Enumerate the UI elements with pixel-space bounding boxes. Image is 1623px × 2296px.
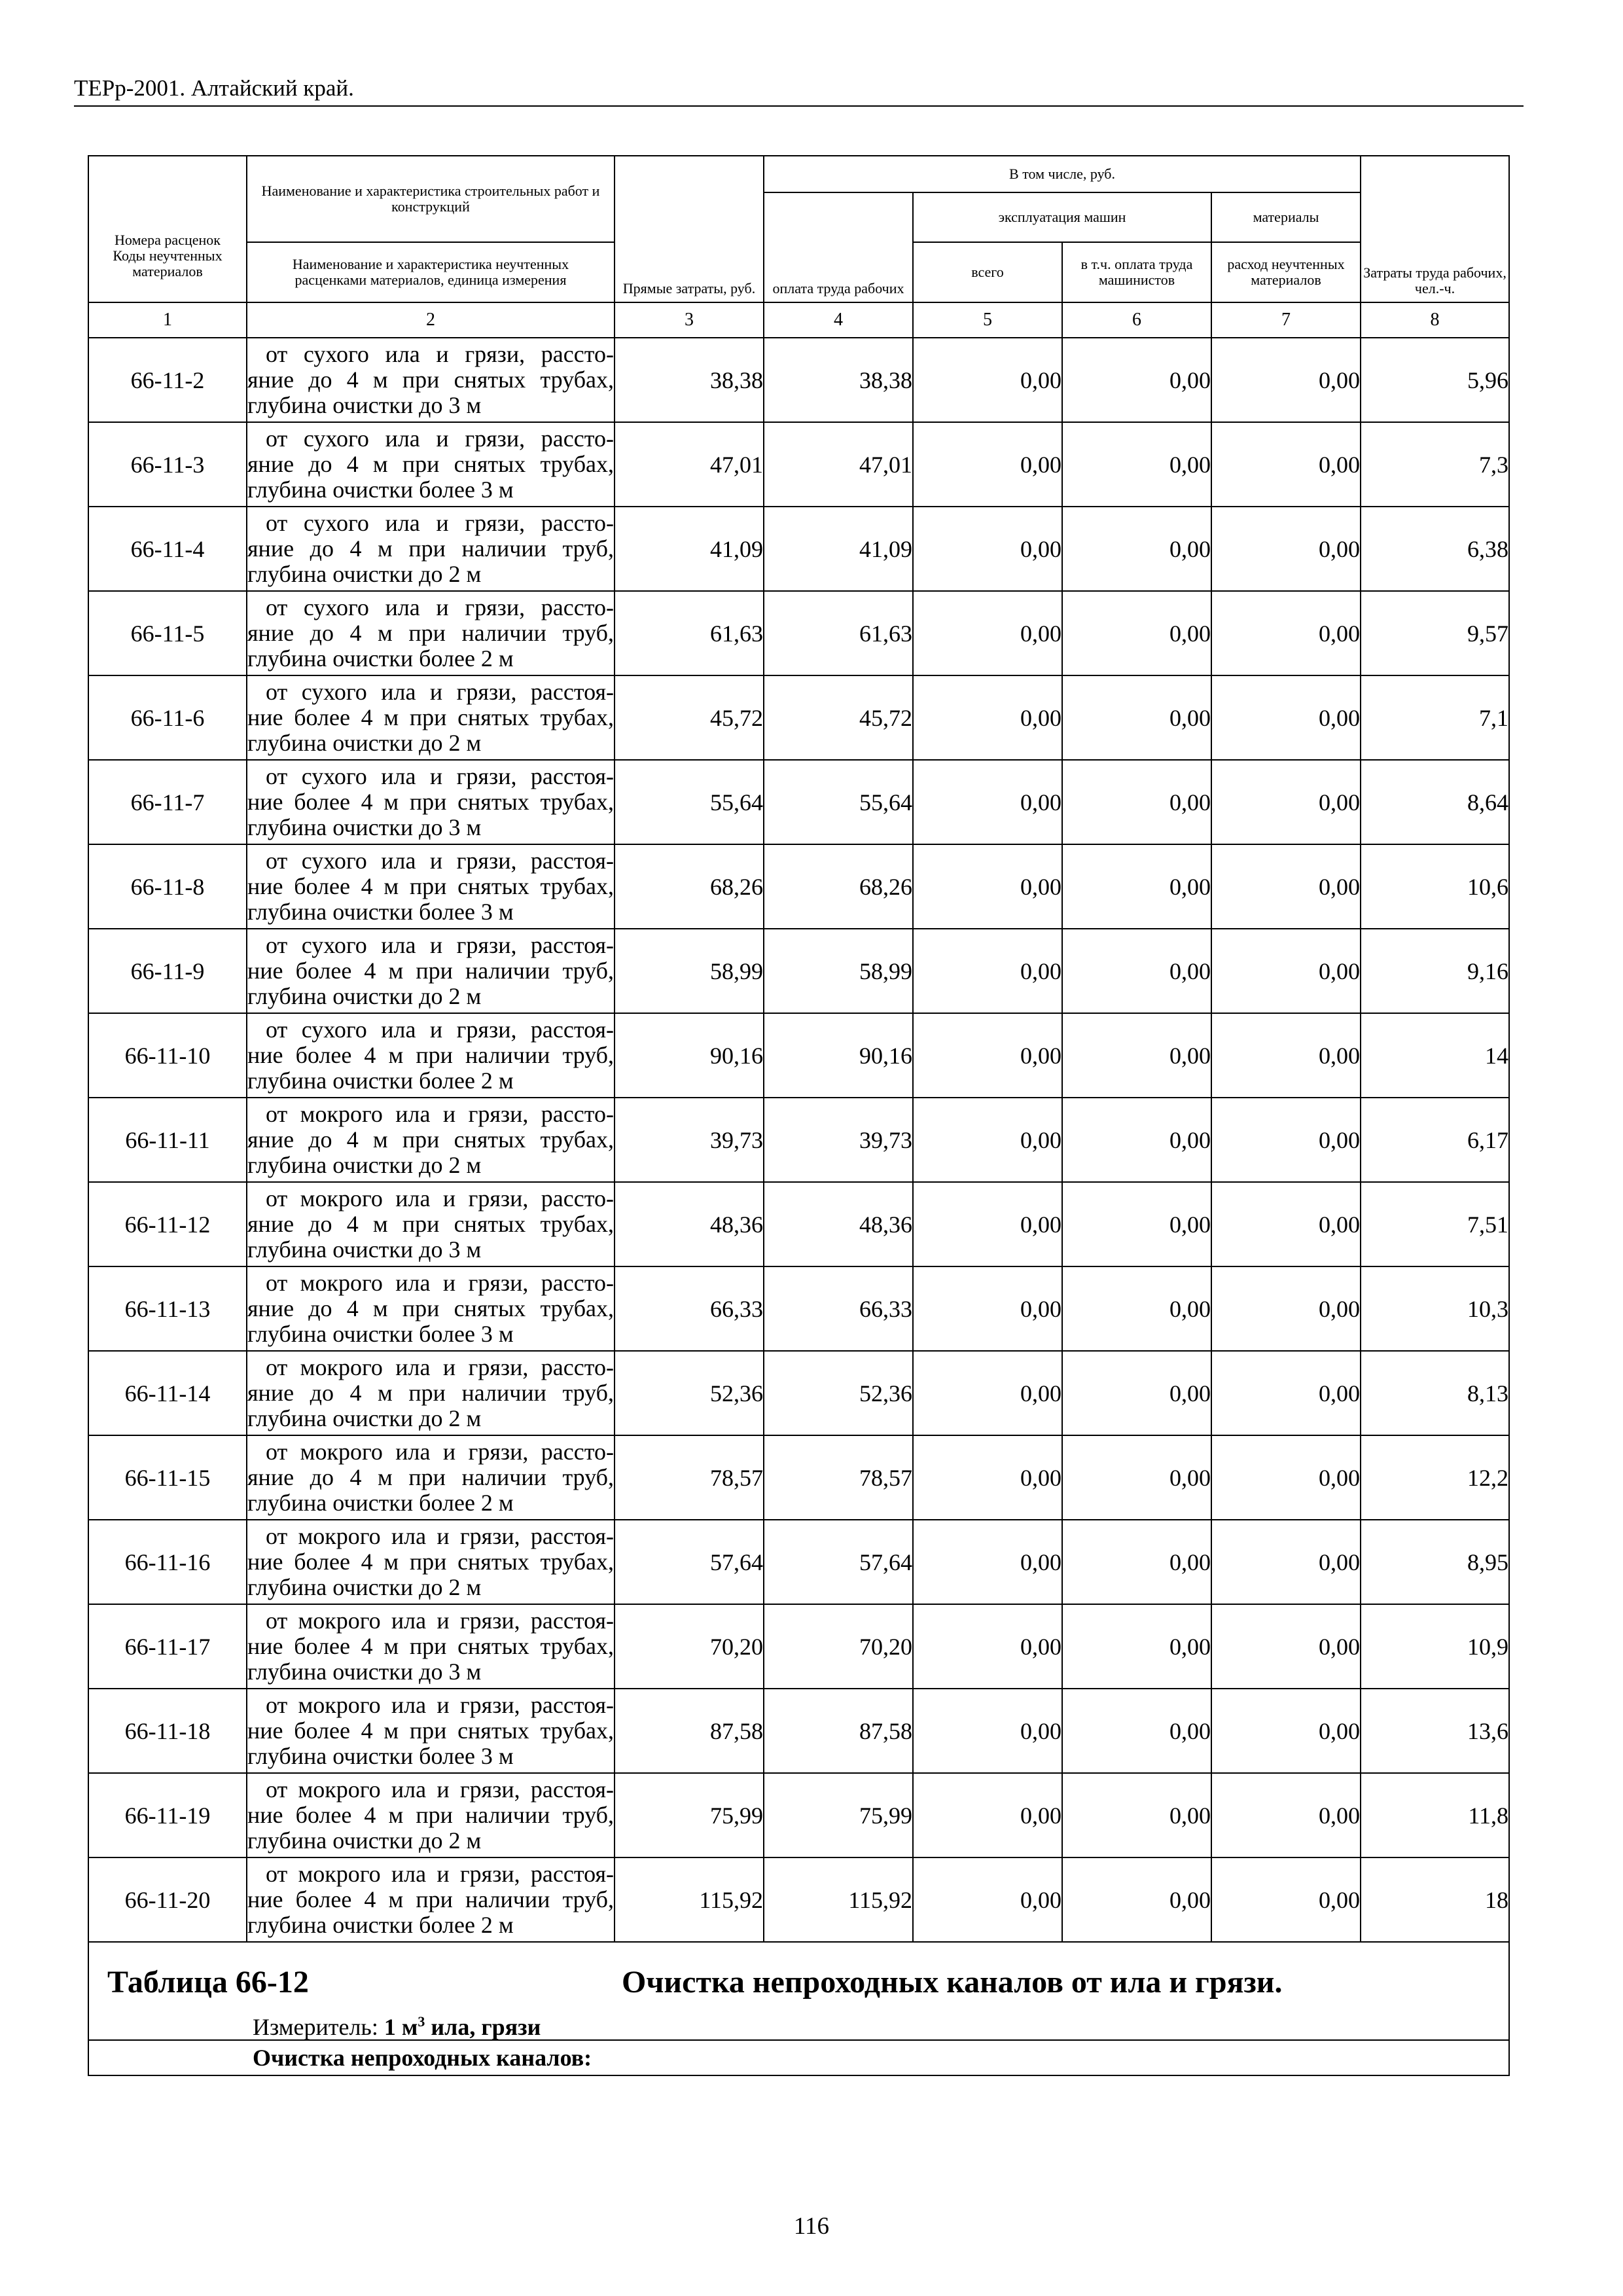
labor-pay: 48,36 (764, 1182, 913, 1266)
rate-code: 66-11-9 (88, 929, 247, 1013)
column-number: 8 (1361, 302, 1509, 338)
description-line: яние до 4 м при снятых трубах, (247, 1211, 614, 1237)
header-material-name: Наименование и характеристика неучтенных расценками материалов, единица измерения (247, 242, 615, 302)
direct-costs: 78,57 (615, 1435, 764, 1520)
labor-hours: 8,64 (1361, 760, 1509, 844)
table-row (88, 1351, 1509, 1435)
labor-hours: 5,96 (1361, 338, 1509, 422)
table-row (88, 591, 1509, 675)
header-labor-costs (1361, 156, 1509, 302)
machinists-pay: 0,00 (1062, 844, 1211, 929)
description-line: яние до 4 м при снятых трубах, (247, 367, 614, 393)
description-line: ние более 4 м при наличии труб, (247, 1802, 614, 1828)
rate-description (247, 760, 615, 844)
header-rate-numbers (88, 156, 247, 302)
description-line: ние более 4 м при наличии труб, (247, 1042, 614, 1068)
description-line: от сухого ила и грязи, рассто- (266, 425, 614, 452)
unaccounted-materials: 0,00 (1211, 1098, 1361, 1182)
labor-pay: 45,72 (764, 675, 913, 760)
rate-code: 66-11-4 (88, 507, 247, 591)
table-66-12-subtitle: Очистка непроходных каналов: (88, 2040, 1509, 2075)
column-number: 6 (1062, 302, 1211, 338)
rate-code: 66-11-8 (88, 844, 247, 929)
description-line: от мокрого ила и грязи, рассто- (266, 1101, 614, 1127)
direct-costs: 90,16 (615, 1013, 764, 1098)
column-number: 5 (913, 302, 1062, 338)
unaccounted-materials: 0,00 (1211, 591, 1361, 675)
measure-unit-base: 1 м (383, 2014, 418, 2040)
machinists-pay: 0,00 (1062, 675, 1211, 760)
description-line: от мокрого ила и грязи, рассто- (266, 1354, 614, 1380)
description-line: ние более 4 м при снятых трубах, (247, 1549, 614, 1575)
description-line: от мокрого ила и грязи, рассто- (266, 1185, 614, 1211)
description-line: глубина очистки более 3 м (247, 1321, 514, 1347)
header-labor-pay-label: оплата труда рабочих (772, 280, 904, 296)
description-line: яние до 4 м при снятых трубах, (247, 1126, 614, 1153)
table-row (88, 1520, 1509, 1604)
labor-pay: 90,16 (764, 1013, 913, 1098)
rate-description (247, 1182, 615, 1266)
table-row (88, 1857, 1509, 1942)
machinists-pay: 0,00 (1062, 591, 1211, 675)
labor-pay: 78,57 (764, 1435, 913, 1520)
column-number: 1 (88, 302, 247, 338)
labor-hours: 8,13 (1361, 1351, 1509, 1435)
direct-costs: 58,99 (615, 929, 764, 1013)
labor-pay: 39,73 (764, 1098, 913, 1182)
machinists-pay: 0,00 (1062, 1689, 1211, 1773)
machine-operation: 0,00 (913, 1857, 1062, 1942)
unaccounted-materials: 0,00 (1211, 1857, 1361, 1942)
direct-costs: 48,36 (615, 1182, 764, 1266)
description-line: от мокрого ила и грязи, расстоя- (266, 1776, 614, 1803)
labor-hours: 6,17 (1361, 1098, 1509, 1182)
description-line: ние более 4 м при снятых трубах, (247, 789, 614, 815)
direct-costs: 39,73 (615, 1098, 764, 1182)
rate-code: 66-11-11 (88, 1098, 247, 1182)
table-row (88, 1266, 1509, 1351)
description-line: от сухого ила и грязи, расстоя- (266, 1016, 614, 1043)
column-number: 7 (1211, 302, 1361, 338)
labor-pay: 115,92 (764, 1857, 913, 1942)
measure-unit-power: 3 (418, 2013, 425, 2030)
rate-description (247, 1435, 615, 1520)
rate-code: 66-11-3 (88, 422, 247, 507)
measure-line (253, 2009, 541, 2040)
header-total: всего (913, 242, 1062, 302)
description-line: ние более 4 м при снятых трубах, (247, 873, 614, 899)
description-line: от сухого ила и грязи, расстоя- (266, 679, 614, 705)
labor-pay: 66,33 (764, 1266, 913, 1351)
description-line: от мокрого ила и грязи, рассто- (266, 1439, 614, 1465)
rate-code: 66-11-6 (88, 675, 247, 760)
table-row (88, 1604, 1509, 1689)
direct-costs: 70,20 (615, 1604, 764, 1689)
description-line: от мокрого ила и грязи, расстоя- (266, 1607, 614, 1634)
labor-hours: 8,95 (1361, 1520, 1509, 1604)
header-including: В том числе, руб. (764, 156, 1361, 192)
machinists-pay: 0,00 (1062, 1773, 1211, 1857)
header-material-codes-label: Коды неучтенных материалов (113, 247, 223, 279)
description-line: яние до 4 м при наличии труб, (247, 1464, 614, 1490)
description-line: от мокрого ила и грязи, рассто- (266, 1270, 614, 1296)
labor-hours: 13,6 (1361, 1689, 1509, 1773)
description-line: от сухого ила и грязи, расстоя- (266, 932, 614, 958)
header-direct-costs (615, 156, 764, 302)
measure-unit-suffix: ила, грязи (431, 2014, 541, 2040)
description-line: глубина очистки до 2 м (247, 1827, 482, 1854)
header-machine-op: эксплуатация машин (913, 192, 1211, 242)
description-line: глубина очистки до 2 м (247, 561, 482, 587)
machine-operation: 0,00 (913, 1351, 1062, 1435)
rate-description (247, 675, 615, 760)
labor-hours: 14 (1361, 1013, 1509, 1098)
labor-hours: 18 (1361, 1857, 1509, 1942)
table-row (88, 929, 1509, 1013)
description-line: ние более 4 м при наличии труб, (247, 958, 614, 984)
rate-description (247, 1857, 615, 1942)
direct-costs: 57,64 (615, 1520, 764, 1604)
labor-hours: 10,6 (1361, 844, 1509, 929)
machine-operation: 0,00 (913, 844, 1062, 929)
labor-pay: 68,26 (764, 844, 913, 929)
machinists-pay: 0,00 (1062, 507, 1211, 591)
table-row (88, 422, 1509, 507)
machinists-pay: 0,00 (1062, 1266, 1211, 1351)
description-line: яние до 4 м при снятых трубах, (247, 1295, 614, 1321)
table-row (88, 507, 1509, 591)
description-line: глубина очистки более 2 м (247, 645, 514, 672)
rate-code: 66-11-14 (88, 1351, 247, 1435)
labor-pay: 47,01 (764, 422, 913, 507)
table-row (88, 675, 1509, 760)
unaccounted-materials: 0,00 (1211, 1351, 1361, 1435)
header-rule (74, 105, 1524, 107)
direct-costs: 75,99 (615, 1773, 764, 1857)
rate-description (247, 844, 615, 929)
rate-code: 66-11-7 (88, 760, 247, 844)
machinists-pay: 0,00 (1062, 1435, 1211, 1520)
table-row (88, 1689, 1509, 1773)
column-number: 4 (764, 302, 913, 338)
labor-hours: 6,38 (1361, 507, 1509, 591)
rate-code: 66-11-19 (88, 1773, 247, 1857)
machinists-pay: 0,00 (1062, 338, 1211, 422)
direct-costs: 87,58 (615, 1689, 764, 1773)
column-numbers-row (88, 302, 1509, 338)
unaccounted-materials: 0,00 (1211, 1604, 1361, 1689)
unaccounted-materials: 0,00 (1211, 929, 1361, 1013)
rate-description (247, 1773, 615, 1857)
measure-prefix: Измеритель: (253, 2014, 378, 2040)
machinists-pay: 0,00 (1062, 1604, 1211, 1689)
table-row (88, 1098, 1509, 1182)
description-line: от мокрого ила и грязи, расстоя- (266, 1861, 614, 1887)
table-row (88, 1435, 1509, 1520)
unaccounted-materials: 0,00 (1211, 422, 1361, 507)
header-labor-costs-label: Затраты труда рабочих, чел.-ч. (1363, 264, 1507, 296)
machine-operation: 0,00 (913, 675, 1062, 760)
direct-costs: 45,72 (615, 675, 764, 760)
table-66-12-heading (88, 1942, 1509, 2040)
machine-operation: 0,00 (913, 1013, 1062, 1098)
labor-hours: 7,1 (1361, 675, 1509, 760)
direct-costs: 115,92 (615, 1857, 764, 1942)
machine-operation: 0,00 (913, 591, 1062, 675)
machine-operation: 0,00 (913, 1435, 1062, 1520)
rate-description (247, 1520, 615, 1604)
rate-code: 66-11-2 (88, 338, 247, 422)
labor-pay: 41,09 (764, 507, 913, 591)
rate-code: 66-11-15 (88, 1435, 247, 1520)
unaccounted-materials: 0,00 (1211, 507, 1361, 591)
rate-code: 66-11-10 (88, 1013, 247, 1098)
machine-operation: 0,00 (913, 1689, 1062, 1773)
rate-description (247, 422, 615, 507)
description-line: ние более 4 м при снятых трубах, (247, 1633, 614, 1659)
description-line: от сухого ила и грязи, расстоя- (266, 763, 614, 789)
unaccounted-materials: 0,00 (1211, 760, 1361, 844)
description-line: глубина очистки более 3 м (247, 1743, 514, 1769)
machinists-pay: 0,00 (1062, 760, 1211, 844)
rate-description (247, 507, 615, 591)
labor-hours: 7,51 (1361, 1182, 1509, 1266)
description-line: ние более 4 м при снятых трубах, (247, 1717, 614, 1744)
description-line: яние до 4 м при снятых трубах, (247, 451, 614, 477)
description-line: глубина очистки более 2 м (247, 1912, 514, 1938)
machine-operation: 0,00 (913, 1773, 1062, 1857)
table-row (88, 1182, 1509, 1266)
description-line: яние до 4 м при наличии труб, (247, 535, 614, 562)
description-line: глубина очистки более 2 м (247, 1067, 514, 1094)
table-66-12-label: Таблица 66-12 (107, 1965, 309, 2000)
header-direct-costs-label: Прямые затраты, руб. (622, 280, 756, 296)
rate-code: 66-11-17 (88, 1604, 247, 1689)
description-line: глубина очистки более 3 м (247, 899, 514, 925)
rate-code: 66-11-12 (88, 1182, 247, 1266)
rate-code: 66-11-20 (88, 1857, 247, 1942)
machine-operation: 0,00 (913, 507, 1062, 591)
column-number: 3 (615, 302, 764, 338)
machinists-pay: 0,00 (1062, 1013, 1211, 1098)
unaccounted-materials: 0,00 (1211, 338, 1361, 422)
description-line: глубина очистки до 2 м (247, 730, 482, 756)
header-labor-pay (764, 192, 913, 302)
rate-description (247, 929, 615, 1013)
unaccounted-materials: 0,00 (1211, 844, 1361, 929)
labor-hours: 12,2 (1361, 1435, 1509, 1520)
description-line: глубина очистки до 3 м (247, 1236, 482, 1263)
labor-pay: 75,99 (764, 1773, 913, 1857)
rate-code: 66-11-13 (88, 1266, 247, 1351)
machinists-pay: 0,00 (1062, 1520, 1211, 1604)
machinists-pay: 0,00 (1062, 1098, 1211, 1182)
machine-operation: 0,00 (913, 422, 1062, 507)
direct-costs: 47,01 (615, 422, 764, 507)
table-row (88, 760, 1509, 844)
unaccounted-materials: 0,00 (1211, 1435, 1361, 1520)
description-line: глубина очистки до 2 м (247, 1574, 482, 1600)
description-line: ние более 4 м при наличии труб, (247, 1886, 614, 1912)
rate-description (247, 1604, 615, 1689)
table-66-12-title: Очистка непроходных каналов от ила и грязи. (622, 1965, 1283, 2000)
description-line: глубина очистки более 3 м (247, 476, 514, 503)
machine-operation: 0,00 (913, 1266, 1062, 1351)
table-row (88, 338, 1509, 422)
rate-description (247, 338, 615, 422)
labor-hours: 10,3 (1361, 1266, 1509, 1351)
description-line: глубина очистки до 3 м (247, 392, 482, 418)
labor-hours: 9,57 (1361, 591, 1509, 675)
machine-operation: 0,00 (913, 929, 1062, 1013)
unaccounted-materials: 0,00 (1211, 1182, 1361, 1266)
direct-costs: 68,26 (615, 844, 764, 929)
direct-costs: 55,64 (615, 760, 764, 844)
direct-costs: 52,36 (615, 1351, 764, 1435)
description-line: яние до 4 м при наличии труб, (247, 620, 614, 646)
description-line: глубина очистки до 3 м (247, 814, 482, 840)
measure-unit (384, 2014, 541, 2040)
unaccounted-materials: 0,00 (1211, 1013, 1361, 1098)
machine-operation: 0,00 (913, 1604, 1062, 1689)
description-line: от сухого ила и грязи, рассто- (266, 341, 614, 367)
labor-hours: 7,3 (1361, 422, 1509, 507)
rate-description (247, 1351, 615, 1435)
labor-pay: 87,58 (764, 1689, 913, 1773)
header-unaccounted: расход неучтенных материалов (1211, 242, 1361, 302)
machinists-pay: 0,00 (1062, 1857, 1211, 1942)
rate-code: 66-11-18 (88, 1689, 247, 1773)
direct-costs: 66,33 (615, 1266, 764, 1351)
machinists-pay: 0,00 (1062, 929, 1211, 1013)
rate-description (247, 1013, 615, 1098)
header-incl-machinists: в т.ч. оплата труда машинистов (1062, 242, 1211, 302)
rates-table (88, 155, 1510, 2076)
labor-hours: 10,9 (1361, 1604, 1509, 1689)
description-line: яние до 4 м при наличии труб, (247, 1380, 614, 1406)
direct-costs: 41,09 (615, 507, 764, 591)
rate-code: 66-11-16 (88, 1520, 247, 1604)
description-line: от сухого ила и грязи, рассто- (266, 510, 614, 536)
machinists-pay: 0,00 (1062, 1182, 1211, 1266)
labor-pay: 55,64 (764, 760, 913, 844)
header-materials: материалы (1211, 192, 1361, 242)
machine-operation: 0,00 (913, 1098, 1062, 1182)
description-line: глубина очистки до 2 м (247, 983, 482, 1009)
description-line: глубина очистки до 2 м (247, 1405, 482, 1431)
rate-description (247, 1266, 615, 1351)
machine-operation: 0,00 (913, 760, 1062, 844)
labor-pay: 70,20 (764, 1604, 913, 1689)
labor-pay: 57,64 (764, 1520, 913, 1604)
unaccounted-materials: 0,00 (1211, 1520, 1361, 1604)
machine-operation: 0,00 (913, 1520, 1062, 1604)
machine-operation: 0,00 (913, 338, 1062, 422)
description-line: ние более 4 м при снятых трубах, (247, 704, 614, 730)
unaccounted-materials: 0,00 (1211, 1773, 1361, 1857)
labor-pay: 58,99 (764, 929, 913, 1013)
table-row (88, 844, 1509, 929)
rate-description (247, 591, 615, 675)
labor-hours: 9,16 (1361, 929, 1509, 1013)
description-line: от мокрого ила и грязи, расстоя- (266, 1692, 614, 1718)
labor-pay: 61,63 (764, 591, 913, 675)
table-row (88, 1773, 1509, 1857)
rate-description (247, 1098, 615, 1182)
unaccounted-materials: 0,00 (1211, 675, 1361, 760)
machinists-pay: 0,00 (1062, 1351, 1211, 1435)
header-rate-numbers-label: Номера расценок (115, 232, 221, 248)
description-line: от сухого ила и грязи, рассто- (266, 594, 614, 620)
description-line: глубина очистки более 2 м (247, 1490, 514, 1516)
unaccounted-materials: 0,00 (1211, 1266, 1361, 1351)
direct-costs: 61,63 (615, 591, 764, 675)
labor-pay: 52,36 (764, 1351, 913, 1435)
table-row (88, 1013, 1509, 1098)
page-number: 116 (793, 2213, 830, 2240)
rate-description (247, 1689, 615, 1773)
running-header: ТЕРр-2001. Алтайский край. (74, 75, 354, 101)
header-work-name: Наименование и характеристика строительных работ и конструкций (247, 156, 615, 242)
labor-pay: 38,38 (764, 338, 913, 422)
unaccounted-materials: 0,00 (1211, 1689, 1361, 1773)
column-number: 2 (247, 302, 615, 338)
description-line: от сухого ила и грязи, расстоя- (266, 848, 614, 874)
direct-costs: 38,38 (615, 338, 764, 422)
description-line: от мокрого ила и грязи, расстоя- (266, 1523, 614, 1549)
machine-operation: 0,00 (913, 1182, 1062, 1266)
rate-code: 66-11-5 (88, 591, 247, 675)
machinists-pay: 0,00 (1062, 422, 1211, 507)
labor-hours: 11,8 (1361, 1773, 1509, 1857)
description-line: глубина очистки до 2 м (247, 1152, 482, 1178)
description-line: глубина очистки до 3 м (247, 1659, 482, 1685)
